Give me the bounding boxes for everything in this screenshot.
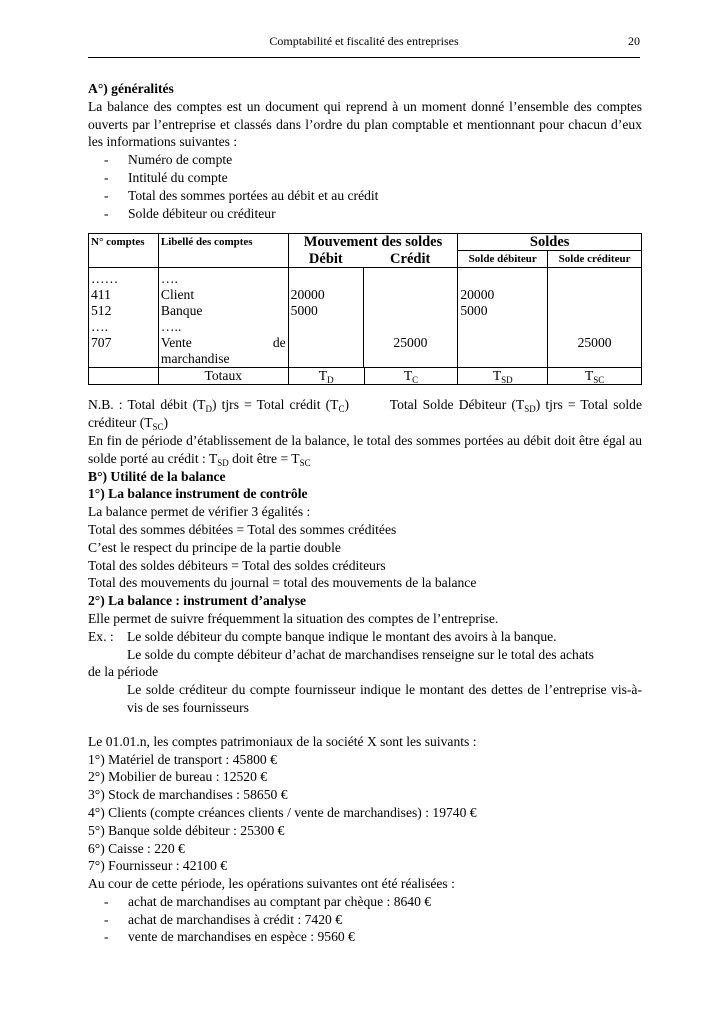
cell-num: 707 bbox=[91, 335, 112, 351]
account-line: 7°) Fournisseur : 42100 € bbox=[88, 858, 228, 874]
control-line: La balance permet de vérifier 3 égalités : bbox=[88, 504, 311, 520]
account-line: 2°) Mobilier de bureau : 12520 € bbox=[88, 769, 268, 785]
page-content bbox=[88, 80, 642, 946]
operations-list bbox=[88, 893, 642, 946]
list-item: - Numéro de compte bbox=[88, 151, 642, 169]
total-solde-debiteur: $T_{SD}$ bbox=[458, 368, 548, 385]
exercise-intro: Le 01.01.n, les comptes patrimoniaux de la société X sont les suivants : bbox=[88, 733, 477, 749]
section-b-heading: B°) Utilité de la balance bbox=[88, 468, 226, 484]
cell-lib: …. bbox=[160, 271, 178, 287]
table-header-row bbox=[89, 234, 642, 251]
cell-debit: 20000 bbox=[290, 287, 325, 303]
col-header-soldes: Soldes bbox=[458, 234, 642, 251]
control-line: Total des soldes débiteurs = Total des soldes créditeurs bbox=[88, 557, 386, 573]
cell-num: …… bbox=[91, 271, 119, 287]
cell-lib: Banque bbox=[160, 303, 203, 319]
list-item: - achat de marchandises à crédit : 7420 € bbox=[88, 911, 642, 929]
col-header-mouvement: Mouvement des soldes bbox=[288, 234, 458, 251]
control-line: Total des mouvements du journal = total des mouvements de la balance bbox=[88, 575, 477, 591]
account-line: 5°) Banque solde débiteur : 25300 € bbox=[88, 822, 285, 838]
account-line: 1°) Matériel de transport : 45800 € bbox=[88, 751, 277, 767]
col-header-debit: Débit bbox=[288, 251, 363, 268]
document-title: Comptabilité et fiscalité des entreprises bbox=[269, 34, 459, 48]
cell-lib-vente: Vente de bbox=[160, 335, 286, 351]
cell-credit: 25000 bbox=[393, 335, 428, 351]
operations-intro: Au cour de cette période, les opérations suivantes ont été réalisées : bbox=[88, 876, 455, 892]
account-line: 4°) Clients (compte créances clients / vente de marchandises) : 19740 € bbox=[88, 804, 477, 820]
totaux-label: Totaux bbox=[158, 368, 288, 385]
cell-num: 411 bbox=[91, 287, 111, 303]
example-3: Le solde créditeur du compte fournisseur indique le montant des dettes de l’entreprise vis-à-vis de ses fournisseurs bbox=[127, 682, 642, 715]
table-total-row bbox=[89, 368, 642, 385]
col-header-credit: Crédit bbox=[363, 251, 458, 268]
list-item: - Intitulé du compte bbox=[88, 169, 642, 187]
account-line: 3°) Stock de marchandises : 58650 € bbox=[88, 787, 288, 803]
table-body-row bbox=[89, 268, 642, 368]
cell-num: 512 bbox=[91, 303, 112, 319]
list-item: - achat de marchandises au comptant par chèque : 8640 € bbox=[88, 893, 642, 911]
cell-lib: marchandise bbox=[160, 351, 230, 367]
col-header-lib: Libellé des comptes bbox=[158, 234, 288, 268]
account-line: 6°) Caisse : 220 € bbox=[88, 840, 185, 856]
page-header bbox=[88, 34, 640, 54]
col-header-num: N° comptes bbox=[89, 234, 159, 268]
total-solde-crediteur: $T_{SC}$ bbox=[548, 368, 642, 385]
cell-solde-debiteur: 20000 bbox=[460, 287, 495, 303]
list-item: - Solde débiteur ou créditeur bbox=[88, 205, 642, 223]
list-item: - Total des sommes portées au débit et au crédit bbox=[88, 187, 642, 205]
cell-solde-debiteur: 5000 bbox=[460, 303, 488, 319]
control-line: Total des sommes débitées = Total des sommes créditées bbox=[88, 521, 397, 537]
header-rule bbox=[88, 57, 640, 58]
section-a-heading: A°) généralités bbox=[88, 81, 174, 96]
example-2-cont: de la période bbox=[88, 664, 159, 680]
subsection-2-heading: 2°) La balance : instrument d’analyse bbox=[88, 593, 307, 609]
example-1: Ex. : Le solde débiteur du compte banque indique le montant des avoirs à la banque. bbox=[88, 628, 557, 644]
control-line: C’est le respect du principe de la partie double bbox=[88, 539, 341, 555]
total-debit: $T_D$ bbox=[318, 368, 334, 386]
cell-solde-crediteur: 25000 bbox=[577, 335, 612, 351]
analysis-line: Elle permet de suivre fréquemment la situation des comptes de l’entreprise. bbox=[88, 610, 499, 626]
cell-lib: Client bbox=[160, 287, 195, 303]
col-header-solde-debiteur: Solde débiteur bbox=[458, 251, 548, 268]
cell-debit: 5000 bbox=[290, 303, 318, 319]
cell-num: …. bbox=[91, 319, 108, 335]
period-note: En fin de période d’établissement de la balance, le total des sommes portées au débit doit être égal au solde porté au crédit : $T_{SD}$ doit être = $T_{SC}$ bbox=[88, 432, 642, 468]
subsection-1-heading: 1°) La balance instrument de contrôle bbox=[88, 486, 308, 502]
nb-note: N.B. : Total débit $(T_D)$ tjrs = Total crédit $(T_C)$ Total Solde Débiteur $(T_{SD})$ tjrs = Total solde créditeur $(T_{SC})$ bbox=[88, 397, 642, 433]
section-a-intro: La balance des comptes est un document qui reprend à un moment donné l’ensemble des comptes ouverts par l’entreprise et classés dans l’ordre du plan comptable et mentionnant pour chacun d’eux les informations suivantes : bbox=[88, 98, 642, 150]
example-2: Le solde du compte débiteur d’achat de marchandises renseigne sur le total des achats bbox=[127, 646, 594, 662]
col-header-solde-crediteur: Solde créditeur bbox=[548, 251, 642, 268]
balance-table bbox=[88, 233, 642, 385]
page-number: 20 bbox=[628, 34, 640, 48]
list-item: - vente de marchandises en espèce : 9560 € bbox=[88, 928, 642, 946]
cell-lib: ….. bbox=[160, 319, 182, 335]
info-list bbox=[88, 151, 642, 222]
total-credit: $T_C$ bbox=[364, 368, 458, 384]
